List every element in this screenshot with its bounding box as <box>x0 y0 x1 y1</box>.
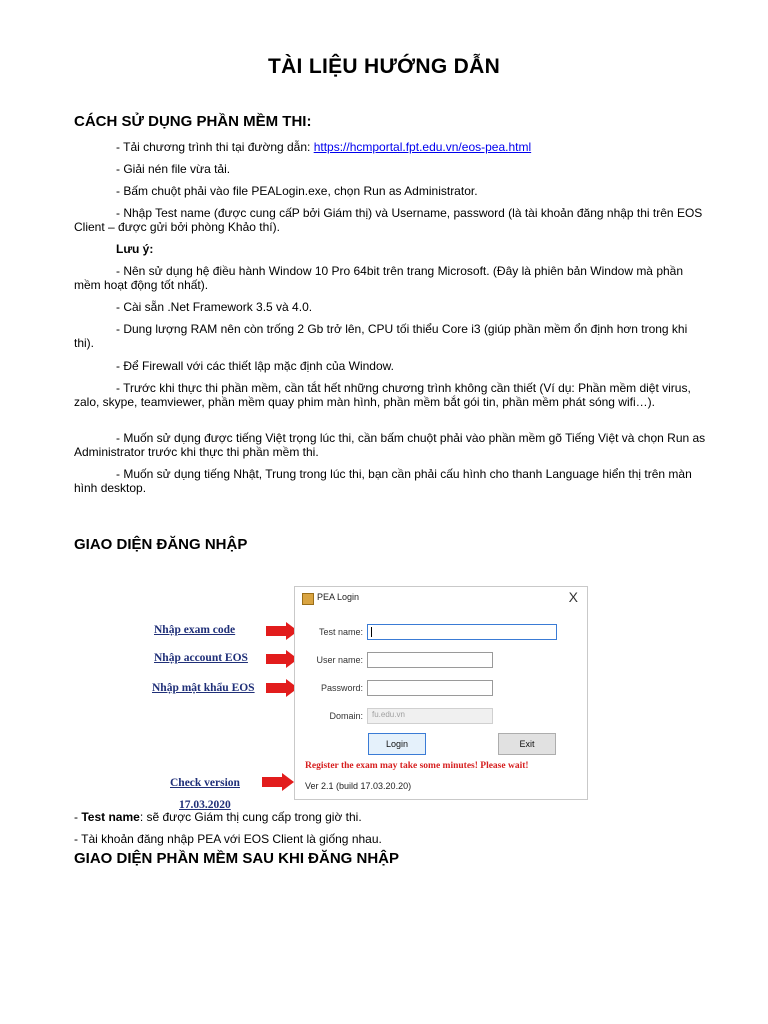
app-icon <box>302 593 314 605</box>
section-heading-login: GIAO DIỆN ĐĂNG NHẬP <box>74 536 248 553</box>
window-title: PEA Login <box>317 592 360 602</box>
note-item: - Muốn sử dụng được tiếng Việt trọng lúc thi, cần bấm chuột phải vào phần mềm gõ Tiếng Việt và chọn Run as Administrator trước khi thực thi phần mềm thi. <box>74 431 706 459</box>
step-extract: - Giải nén file vừa tải. <box>116 162 231 176</box>
note-label <box>74 242 706 256</box>
domain-value: fu.edu.vn <box>372 710 405 719</box>
window-titlebar <box>295 587 587 609</box>
password-label: Password: <box>320 683 363 693</box>
download-link[interactable]: https://hcmportal.fpt.edu.vn/eos-pea.html <box>313 140 532 154</box>
note-item: - Dung lượng RAM nên còn trống 2 Gb trở lên, CPU tối thiểu Core i3 (giúp phần mềm ổn định hơn trong khi thi). <box>74 322 688 350</box>
test-name-explanation: - Test name: sẽ được Giám thị cung cấp trong giờ thi. <box>74 810 362 824</box>
user-name-label: User name: <box>316 655 363 665</box>
test-name-label: Test name: <box>318 627 363 637</box>
close-icon[interactable]: X <box>568 589 578 605</box>
section-heading-after-login: GIAO DIỆN PHẦN MỀM SAU KHI ĐĂNG NHẬP <box>74 850 400 867</box>
note-item: - Muốn sử dụng tiếng Nhật, Trung trong lúc thi, bạn cần phải cấu hình cho thanh Language hiển thị trên màn hình desktop. <box>74 467 692 495</box>
exit-button[interactable]: Exit <box>498 733 556 755</box>
wait-warning: Register the exam may take some minutes! Please wait! <box>305 761 529 771</box>
login-button[interactable]: Login <box>368 733 426 755</box>
callout-account: Nhập account EOS <box>154 652 248 664</box>
note-item: - Trước khi thực thi phần mềm, cần tắt hết những chương trình không cần thiết (Ví dụ: Phần mềm diệt virus, zalo, skype, teamviewer, phần mềm quay phim màn hình, phần mềm bắt gói tin, phần mềm phát sóng wifi…). <box>74 381 691 409</box>
document-title: TÀI LIỆU HƯỚNG DẪN <box>267 55 501 78</box>
same-account-note: - Tài khoản đăng nhập PEA với EOS Client là giống nhau. <box>74 832 382 846</box>
step-run-admin: - Bấm chuột phải vào file PEALogin.exe, chọn Run as Administrator. <box>116 184 478 198</box>
step-enter-info: - Nhập Test name (được cung cấP bởi Giám thị) và Username, password (là tài khoản đăng nhập thi trên EOS Client – được gửi bởi phòng Khảo thí). <box>74 206 703 234</box>
callout-exam-code: Nhập exam code <box>154 624 236 636</box>
step-download-text: - Tải chương trình thi tại đường dẫn: <box>116 140 314 154</box>
step-download <box>74 140 706 154</box>
note-label-text: Lưu ý: <box>116 242 154 256</box>
version-label: Ver 2.1 (build 17.03.20.20) <box>305 781 412 791</box>
note-item: - Nên sử dụng hệ điều hành Window 10 Pro 64bit trên trang Microsoft. (Đây là phiên bản Window mà phần mềm hoạt động tốt nhất). <box>74 264 684 292</box>
section-heading-usage: CÁCH SỬ DỤNG PHẦN MỀM THI: <box>74 113 312 130</box>
test-name-term: Test name <box>81 810 140 824</box>
login-window <box>294 586 588 800</box>
note-item: - Để Firewall với các thiết lập mặc định của Window. <box>116 359 394 373</box>
domain-label: Domain: <box>329 711 363 721</box>
domain-input <box>367 708 493 724</box>
test-name-input[interactable] <box>367 624 557 640</box>
user-name-input[interactable] <box>367 652 493 668</box>
callout-version-date: 17.03.2020 <box>179 799 231 811</box>
test-name-desc: : sẽ được Giám thị cung cấp trong giờ thi. <box>139 810 362 824</box>
password-input[interactable] <box>367 680 493 696</box>
callout-check-version: Check version <box>170 777 240 789</box>
login-figure <box>150 582 590 798</box>
callout-password: Nhập mật khẩu EOS <box>152 682 255 694</box>
note-item: - Cài sẵn .Net Framework 3.5 và 4.0. <box>116 300 313 314</box>
